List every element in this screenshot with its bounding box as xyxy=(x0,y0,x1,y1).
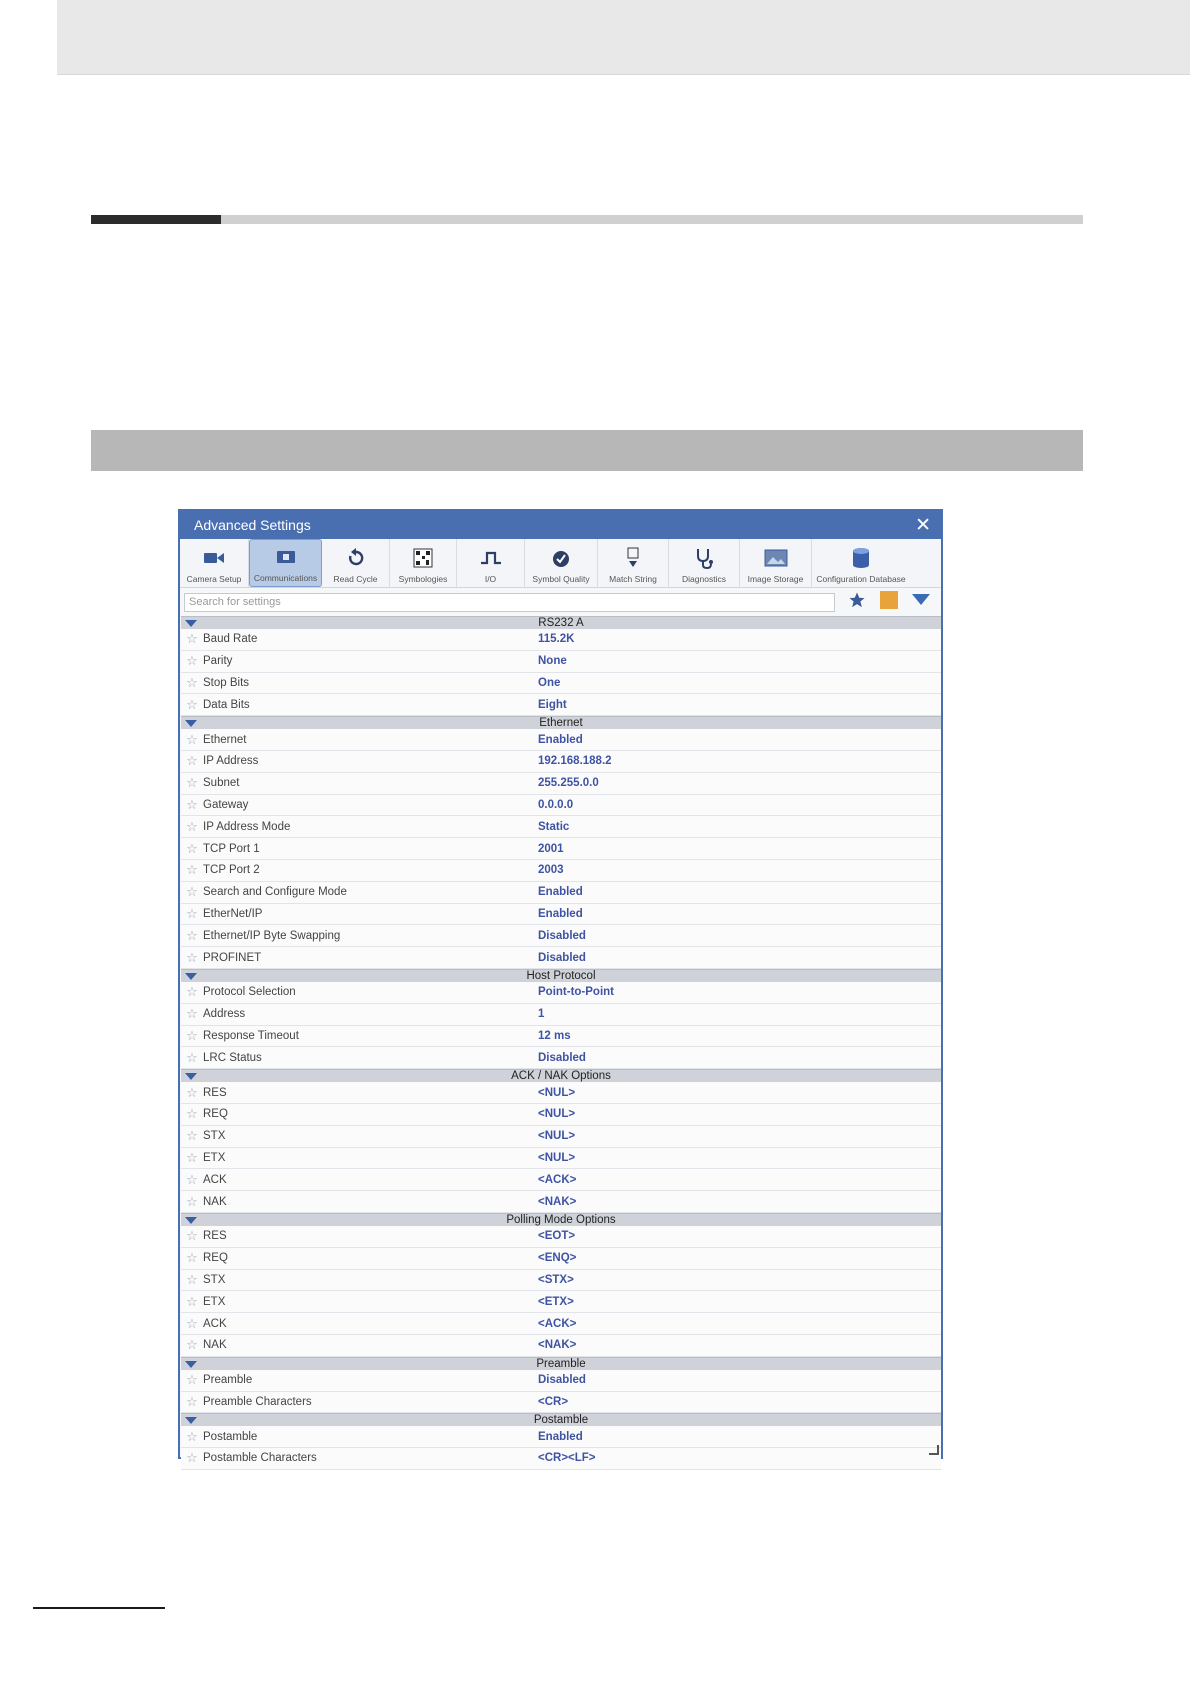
favorite-star-icon[interactable]: ☆ xyxy=(186,753,198,769)
settings-table xyxy=(181,616,941,1470)
setting-label: Postamble xyxy=(203,1430,258,1443)
setting-row[interactable] xyxy=(181,651,941,673)
collapse-triangle-icon[interactable] xyxy=(185,1417,197,1424)
favorite-star-icon[interactable]: ☆ xyxy=(186,984,198,1000)
setting-label: RES xyxy=(203,1230,227,1243)
tab-io[interactable] xyxy=(457,539,525,587)
setting-row[interactable] xyxy=(181,751,941,773)
setting-label: Subnet xyxy=(203,777,240,790)
section-title: Ethernet xyxy=(539,717,583,730)
setting-row[interactable] xyxy=(181,1047,941,1069)
tab-camera-setup[interactable] xyxy=(180,539,249,587)
setting-value[interactable]: <EOT> xyxy=(538,1230,576,1243)
setting-row[interactable] xyxy=(181,1169,941,1191)
favorite-star-icon[interactable]: ☆ xyxy=(186,1106,198,1122)
tab-label: Configuration Database xyxy=(816,574,906,584)
setting-label: Address xyxy=(203,1008,246,1021)
setting-row[interactable] xyxy=(181,838,941,860)
favorite-star-icon[interactable]: ☆ xyxy=(186,927,198,943)
setting-row[interactable] xyxy=(181,1082,941,1104)
setting-label: STX xyxy=(203,1130,226,1143)
tab-label: I/O xyxy=(484,574,497,584)
setting-label: Postamble Characters xyxy=(203,1452,317,1465)
favorite-star-icon[interactable]: ☆ xyxy=(186,1027,198,1043)
favorite-star-icon[interactable]: ☆ xyxy=(186,1171,198,1187)
setting-row[interactable] xyxy=(181,1026,941,1048)
setting-label: LRC Status xyxy=(203,1051,262,1064)
setting-value[interactable]: <NUL> xyxy=(538,1151,576,1164)
setting-label: IP Address xyxy=(203,755,259,768)
search-row xyxy=(180,588,941,616)
section-title: Polling Mode Options xyxy=(506,1213,616,1226)
setting-value[interactable]: None xyxy=(538,655,567,668)
setting-row[interactable] xyxy=(181,925,941,947)
setting-label: Response Timeout xyxy=(203,1029,299,1042)
favorite-star-icon[interactable]: ☆ xyxy=(186,1149,198,1165)
section-rule-light xyxy=(221,215,1083,224)
communications-icon xyxy=(275,545,297,569)
setting-row[interactable] xyxy=(181,1004,941,1026)
section-header[interactable] xyxy=(181,616,941,629)
search-input[interactable] xyxy=(184,593,835,612)
setting-value[interactable]: Enabled xyxy=(538,886,583,899)
setting-label: Data Bits xyxy=(203,698,250,711)
setting-label: Baud Rate xyxy=(203,633,258,646)
setting-label: Stop Bits xyxy=(203,676,250,689)
setting-value[interactable]: 0.0.0.0 xyxy=(538,798,574,811)
setting-value[interactable]: Disabled xyxy=(538,1051,586,1064)
setting-label: ACK xyxy=(203,1317,227,1330)
section-header[interactable] xyxy=(181,1357,941,1370)
tab-label: Image Storage xyxy=(747,574,804,584)
setting-row[interactable] xyxy=(181,629,941,651)
setting-value[interactable]: <NAK> xyxy=(538,1195,577,1208)
setting-label: REQ xyxy=(203,1108,228,1121)
setting-label: RES xyxy=(203,1086,227,1099)
setting-row[interactable] xyxy=(181,1104,941,1126)
tab-communications[interactable] xyxy=(249,539,322,587)
setting-row[interactable] xyxy=(181,1226,941,1248)
setting-label: TCP Port 2 xyxy=(203,864,260,877)
window-title: Advanced Settings xyxy=(194,517,311,533)
setting-row[interactable] xyxy=(181,982,941,1004)
favorite-star-icon[interactable]: ☆ xyxy=(186,1315,198,1331)
setting-value[interactable]: 12 ms xyxy=(538,1029,571,1042)
read-cycle-icon xyxy=(346,546,366,570)
setting-row[interactable] xyxy=(181,729,941,751)
setting-value[interactable]: <CR><LF> xyxy=(538,1452,596,1465)
setting-value[interactable]: <NUL> xyxy=(538,1108,576,1121)
setting-row[interactable] xyxy=(181,694,941,716)
setting-value[interactable]: Enabled xyxy=(538,733,583,746)
favorite-star-icon[interactable]: ☆ xyxy=(186,775,198,791)
setting-row[interactable] xyxy=(181,795,941,817)
setting-row[interactable] xyxy=(181,1291,941,1313)
tab-label: Camera Setup xyxy=(186,574,242,584)
setting-value[interactable]: <CR> xyxy=(538,1395,569,1408)
favorite-star-icon[interactable]: ☆ xyxy=(186,1084,198,1100)
favorite-star-icon[interactable]: ☆ xyxy=(186,1271,198,1287)
heading-band xyxy=(91,430,1083,471)
favorite-star-icon[interactable]: ☆ xyxy=(186,696,198,712)
tab-label: Communications xyxy=(253,573,318,583)
favorite-star-icon[interactable]: ☆ xyxy=(186,1049,198,1065)
setting-value[interactable]: Point-to-Point xyxy=(538,986,615,999)
section-header[interactable] xyxy=(181,716,941,729)
tab-configuration-database[interactable] xyxy=(812,539,910,587)
setting-row[interactable] xyxy=(181,1148,941,1170)
tab-match-string[interactable] xyxy=(598,539,669,587)
close-icon[interactable]: ✕ xyxy=(915,515,931,536)
favorite-star-icon[interactable]: ☆ xyxy=(186,1450,198,1466)
setting-label: IP Address Mode xyxy=(203,820,291,833)
window-titlebar[interactable] xyxy=(180,511,941,539)
favorite-star-icon[interactable]: ☆ xyxy=(186,1128,198,1144)
setting-value[interactable]: Disabled xyxy=(538,929,586,942)
section-title: Host Protocol xyxy=(526,969,596,982)
setting-row[interactable] xyxy=(181,1191,941,1213)
tab-label: Symbol Quality xyxy=(532,574,590,584)
setting-row[interactable] xyxy=(181,882,941,904)
tab-read-cycle[interactable] xyxy=(322,539,390,587)
dropdown-triangle-icon[interactable] xyxy=(912,593,930,611)
favorite-star-icon[interactable]: ☆ xyxy=(186,631,198,647)
setting-row[interactable] xyxy=(181,1248,941,1270)
setting-value[interactable]: 192.168.188.2 xyxy=(538,755,612,768)
setting-row[interactable] xyxy=(181,816,941,838)
resize-handle-icon[interactable] xyxy=(929,1445,939,1455)
setting-value[interactable]: <STX> xyxy=(538,1273,574,1286)
setting-value[interactable]: Enabled xyxy=(538,907,583,920)
section-header[interactable] xyxy=(181,969,941,982)
tab-label: Read Cycle xyxy=(333,574,378,584)
setting-value[interactable]: 2001 xyxy=(538,842,564,855)
section-title: Postamble xyxy=(533,1414,589,1427)
database-icon xyxy=(852,546,870,570)
favorite-star-icon[interactable]: ☆ xyxy=(186,818,198,834)
setting-label: Preamble Characters xyxy=(203,1395,312,1408)
setting-value[interactable]: <ETX> xyxy=(538,1295,574,1308)
collapse-triangle-icon[interactable] xyxy=(185,720,197,727)
section-title: RS232 A xyxy=(538,617,584,629)
setting-label: EtherNet/IP xyxy=(203,907,263,920)
setting-label: PROFINET xyxy=(203,951,262,964)
favorite-star-icon[interactable]: ☆ xyxy=(186,1337,198,1353)
settings-toolbar xyxy=(180,539,941,588)
favorite-star-icon[interactable]: ☆ xyxy=(186,949,198,965)
favorite-star-icon[interactable]: ☆ xyxy=(186,1372,198,1388)
barcode-icon xyxy=(413,546,433,570)
favorite-star-icon[interactable]: ☆ xyxy=(186,731,198,747)
setting-label: Protocol Selection xyxy=(203,986,296,999)
modified-settings-square-icon[interactable] xyxy=(880,591,898,614)
image-storage-icon xyxy=(764,546,788,570)
collapse-triangle-icon[interactable] xyxy=(185,1361,197,1368)
setting-label: TCP Port 1 xyxy=(203,842,260,855)
section-rule-dark xyxy=(91,215,221,224)
favorite-star-icon[interactable]: ☆ xyxy=(186,674,198,690)
section-title: ACK / NAK Options xyxy=(511,1070,611,1083)
favorite-star-icon[interactable]: ☆ xyxy=(186,884,198,900)
section-header[interactable] xyxy=(181,1213,941,1226)
setting-row[interactable] xyxy=(181,860,941,882)
tab-symbologies[interactable] xyxy=(390,539,457,587)
setting-row[interactable] xyxy=(181,1370,941,1392)
favorite-star-icon[interactable]: ☆ xyxy=(186,1250,198,1266)
stethoscope-icon xyxy=(694,546,714,570)
setting-value[interactable]: <ACK> xyxy=(538,1317,577,1330)
setting-label: Gateway xyxy=(203,798,249,811)
collapse-triangle-icon[interactable] xyxy=(185,973,197,980)
favorites-star-icon[interactable] xyxy=(848,591,866,614)
advanced-settings-window xyxy=(178,509,943,1466)
favorite-star-icon[interactable]: ☆ xyxy=(186,840,198,856)
favorite-star-icon[interactable]: ☆ xyxy=(186,653,198,669)
setting-value[interactable]: 255.255.0.0 xyxy=(538,777,599,790)
io-pulse-icon xyxy=(480,546,502,570)
setting-label: Ethernet/IP Byte Swapping xyxy=(203,929,341,942)
camera-icon xyxy=(203,546,225,570)
setting-row[interactable] xyxy=(181,1448,941,1470)
setting-value[interactable]: <NUL> xyxy=(538,1086,576,1099)
section-header[interactable] xyxy=(181,1069,941,1082)
setting-row[interactable] xyxy=(181,773,941,795)
setting-label: Ethernet xyxy=(203,733,247,746)
tab-label: Match String xyxy=(609,574,657,584)
section-title: Preamble xyxy=(536,1357,586,1370)
tab-label: Diagnostics xyxy=(682,574,726,584)
tab-label: Symbologies xyxy=(398,574,448,584)
setting-value[interactable]: <ACK> xyxy=(538,1173,577,1186)
setting-label: ACK xyxy=(203,1173,227,1186)
match-string-icon xyxy=(625,546,641,570)
page-header-band xyxy=(57,0,1190,75)
setting-label: Preamble xyxy=(203,1374,253,1387)
section-header[interactable] xyxy=(181,1413,941,1426)
setting-label: REQ xyxy=(203,1252,228,1265)
favorite-star-icon[interactable]: ☆ xyxy=(186,905,198,921)
favorite-star-icon[interactable]: ☆ xyxy=(186,1428,198,1444)
setting-label: STX xyxy=(203,1273,226,1286)
favorite-star-icon[interactable]: ☆ xyxy=(186,1293,198,1309)
tab-symbol-quality[interactable] xyxy=(525,539,598,587)
favorite-star-icon[interactable]: ☆ xyxy=(186,1393,198,1409)
setting-label: ETX xyxy=(203,1151,226,1164)
favorite-star-icon[interactable]: ☆ xyxy=(186,796,198,812)
setting-value[interactable]: One xyxy=(538,676,561,689)
setting-value[interactable]: Static xyxy=(538,820,570,833)
setting-label: Parity xyxy=(203,655,233,668)
setting-row[interactable] xyxy=(181,1335,941,1357)
setting-value[interactable]: <ENQ> xyxy=(538,1252,577,1265)
setting-value[interactable]: 1 xyxy=(538,1008,545,1021)
setting-row[interactable] xyxy=(181,1426,941,1448)
setting-label: NAK xyxy=(203,1339,227,1352)
setting-label: ETX xyxy=(203,1295,226,1308)
symbol-quality-icon xyxy=(551,546,571,570)
setting-value[interactable]: <NUL> xyxy=(538,1130,576,1143)
setting-value[interactable]: Disabled xyxy=(538,951,586,964)
setting-value[interactable]: 115.2K xyxy=(538,633,575,646)
setting-value[interactable]: Enabled xyxy=(538,1430,583,1443)
tab-diagnostics[interactable] xyxy=(669,539,740,587)
setting-row[interactable] xyxy=(181,1392,941,1414)
setting-value[interactable]: Disabled xyxy=(538,1374,586,1387)
setting-row[interactable] xyxy=(181,947,941,969)
collapse-triangle-icon[interactable] xyxy=(185,1217,197,1224)
favorite-star-icon[interactable]: ☆ xyxy=(186,1193,198,1209)
footer-rule xyxy=(33,1607,165,1609)
collapse-triangle-icon[interactable] xyxy=(185,1073,197,1080)
collapse-triangle-icon[interactable] xyxy=(185,620,197,627)
setting-value[interactable]: Eight xyxy=(538,698,567,711)
setting-row[interactable] xyxy=(181,673,941,695)
setting-row[interactable] xyxy=(181,1126,941,1148)
setting-row[interactable] xyxy=(181,1313,941,1335)
setting-label: Search and Configure Mode xyxy=(203,886,347,899)
setting-row[interactable] xyxy=(181,1270,941,1292)
tab-image-storage[interactable] xyxy=(740,539,812,587)
setting-value[interactable]: 2003 xyxy=(538,864,564,877)
setting-label: NAK xyxy=(203,1195,227,1208)
favorite-star-icon[interactable]: ☆ xyxy=(186,1228,198,1244)
setting-row[interactable] xyxy=(181,904,941,926)
setting-value[interactable]: <NAK> xyxy=(538,1339,577,1352)
favorite-star-icon[interactable]: ☆ xyxy=(186,1006,198,1022)
favorite-star-icon[interactable]: ☆ xyxy=(186,862,198,878)
